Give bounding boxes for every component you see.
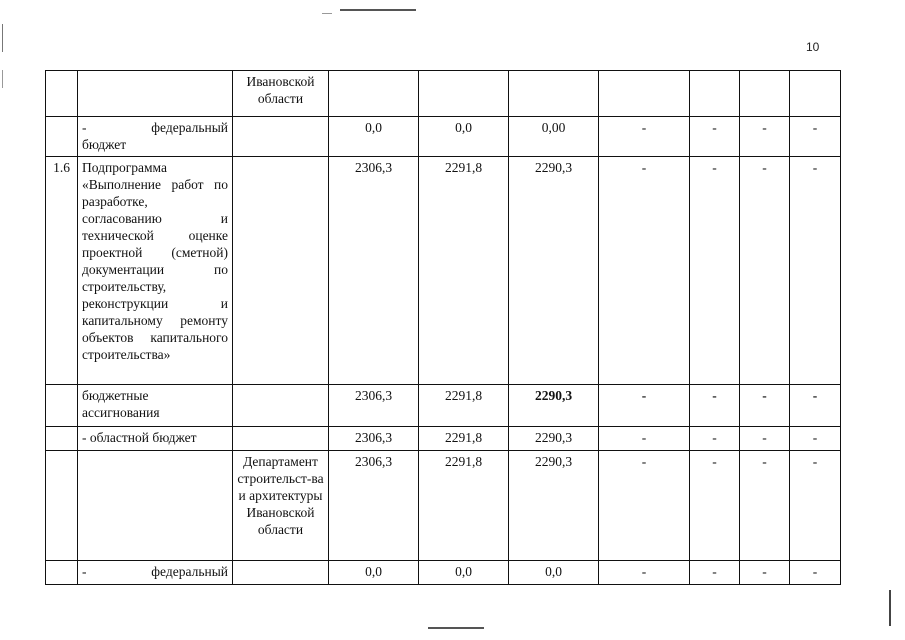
- row-dash-3: [740, 71, 790, 117]
- row-value-2: 2291,8: [419, 427, 509, 451]
- table-row: [46, 427, 841, 451]
- budget-table: [45, 70, 841, 585]
- row-dash-2: -: [690, 427, 740, 451]
- table-row: [46, 117, 841, 157]
- row-value-3: 2290,3: [509, 157, 599, 385]
- row-value-3: 2290,3: [509, 451, 599, 561]
- row-value-1: 2306,3: [329, 385, 419, 427]
- row-value-2: 0,0: [419, 117, 509, 157]
- scan-artifact-top: [340, 9, 416, 11]
- page-number: 10: [806, 40, 820, 54]
- row-index: [46, 117, 78, 157]
- table-row: [46, 71, 841, 117]
- scan-artifact-bottom: [428, 627, 484, 629]
- row-dash-2: [690, 71, 740, 117]
- row-value-1: 0,0: [329, 117, 419, 157]
- scan-artifact-top-small: [322, 13, 332, 14]
- row-executor: [233, 157, 329, 385]
- row-dash-3: -: [740, 157, 790, 385]
- row-value-2: 2291,8: [419, 385, 509, 427]
- row-value-1: 2306,3: [329, 157, 419, 385]
- row-dash-4: -: [790, 451, 841, 561]
- row-value-3: 0,00: [509, 117, 599, 157]
- row-dash-4: -: [790, 427, 841, 451]
- row-value-2: [419, 71, 509, 117]
- row-index: [46, 385, 78, 427]
- row-value-1: 2306,3: [329, 451, 419, 561]
- row-value-3: 2290,3: [509, 427, 599, 451]
- row-dash-4: [790, 71, 841, 117]
- table-row: [46, 451, 841, 561]
- row-dash-2: -: [690, 117, 740, 157]
- row-value-3: 2290,3: [509, 385, 599, 427]
- row-name-line: [82, 119, 228, 136]
- row-name-dash: -: [82, 120, 87, 135]
- table-row: [46, 561, 841, 585]
- row-dash-2: -: [690, 561, 740, 585]
- row-dash-2: -: [690, 157, 740, 385]
- row-index: 1.6: [46, 157, 78, 385]
- row-name: [78, 71, 233, 117]
- row-value-3: [509, 71, 599, 117]
- row-executor: [233, 385, 329, 427]
- scan-artifact-left: [2, 24, 3, 52]
- scan-artifact-right: [889, 590, 891, 626]
- row-name: Подпрограмма «Выполнение работ по разработке, согласованию и технической оценке проектной (сметной) документации по строительству, реконструкции и капитальному ремонту объектов капитального строительства»: [78, 157, 233, 385]
- row-value-2: 0,0: [419, 561, 509, 585]
- row-index: [46, 451, 78, 561]
- row-dash-3: -: [740, 117, 790, 157]
- row-name: [78, 451, 233, 561]
- row-dash-1: -: [599, 117, 690, 157]
- row-dash-1: -: [599, 427, 690, 451]
- row-dash-1: -: [599, 385, 690, 427]
- row-executor: [233, 561, 329, 585]
- row-dash-2: -: [690, 385, 740, 427]
- row-dash-3: -: [740, 427, 790, 451]
- row-dash-3: -: [740, 451, 790, 561]
- row-name: [78, 561, 233, 585]
- row-dash-1: -: [599, 451, 690, 561]
- table-row: [46, 385, 841, 427]
- row-dash-2: -: [690, 451, 740, 561]
- row-name-dash: -: [82, 564, 87, 579]
- row-name: бюджетные ассигнования: [78, 385, 233, 427]
- row-dash-4: -: [790, 385, 841, 427]
- row-name-word: федеральный: [151, 120, 228, 135]
- row-name-line: [82, 563, 228, 580]
- row-dash-1: -: [599, 157, 690, 385]
- row-executor: [233, 427, 329, 451]
- row-dash-3: -: [740, 385, 790, 427]
- row-name-line-2: бюджет: [82, 137, 127, 152]
- row-value-1: 2306,3: [329, 427, 419, 451]
- row-index: [46, 71, 78, 117]
- row-executor: Департамент строительст-ва и архитектуры Ивановской области: [233, 451, 329, 561]
- row-executor: Ивановской области: [233, 71, 329, 117]
- row-dash-3: -: [740, 561, 790, 585]
- row-index: [46, 427, 78, 451]
- row-dash-1: [599, 71, 690, 117]
- row-value-1: 0,0: [329, 561, 419, 585]
- row-value-3: 0,0: [509, 561, 599, 585]
- row-index: [46, 561, 78, 585]
- row-name: [78, 117, 233, 157]
- row-value-2: 2291,8: [419, 451, 509, 561]
- row-value-2: 2291,8: [419, 157, 509, 385]
- scan-artifact-left-lower: [2, 70, 3, 88]
- row-value-1: [329, 71, 419, 117]
- row-name: - областной бюджет: [78, 427, 233, 451]
- row-dash-1: -: [599, 561, 690, 585]
- row-dash-4: -: [790, 117, 841, 157]
- row-dash-4: -: [790, 157, 841, 385]
- row-dash-4: -: [790, 561, 841, 585]
- table-row: [46, 157, 841, 385]
- row-name-word: федеральный: [151, 564, 228, 579]
- row-executor: [233, 117, 329, 157]
